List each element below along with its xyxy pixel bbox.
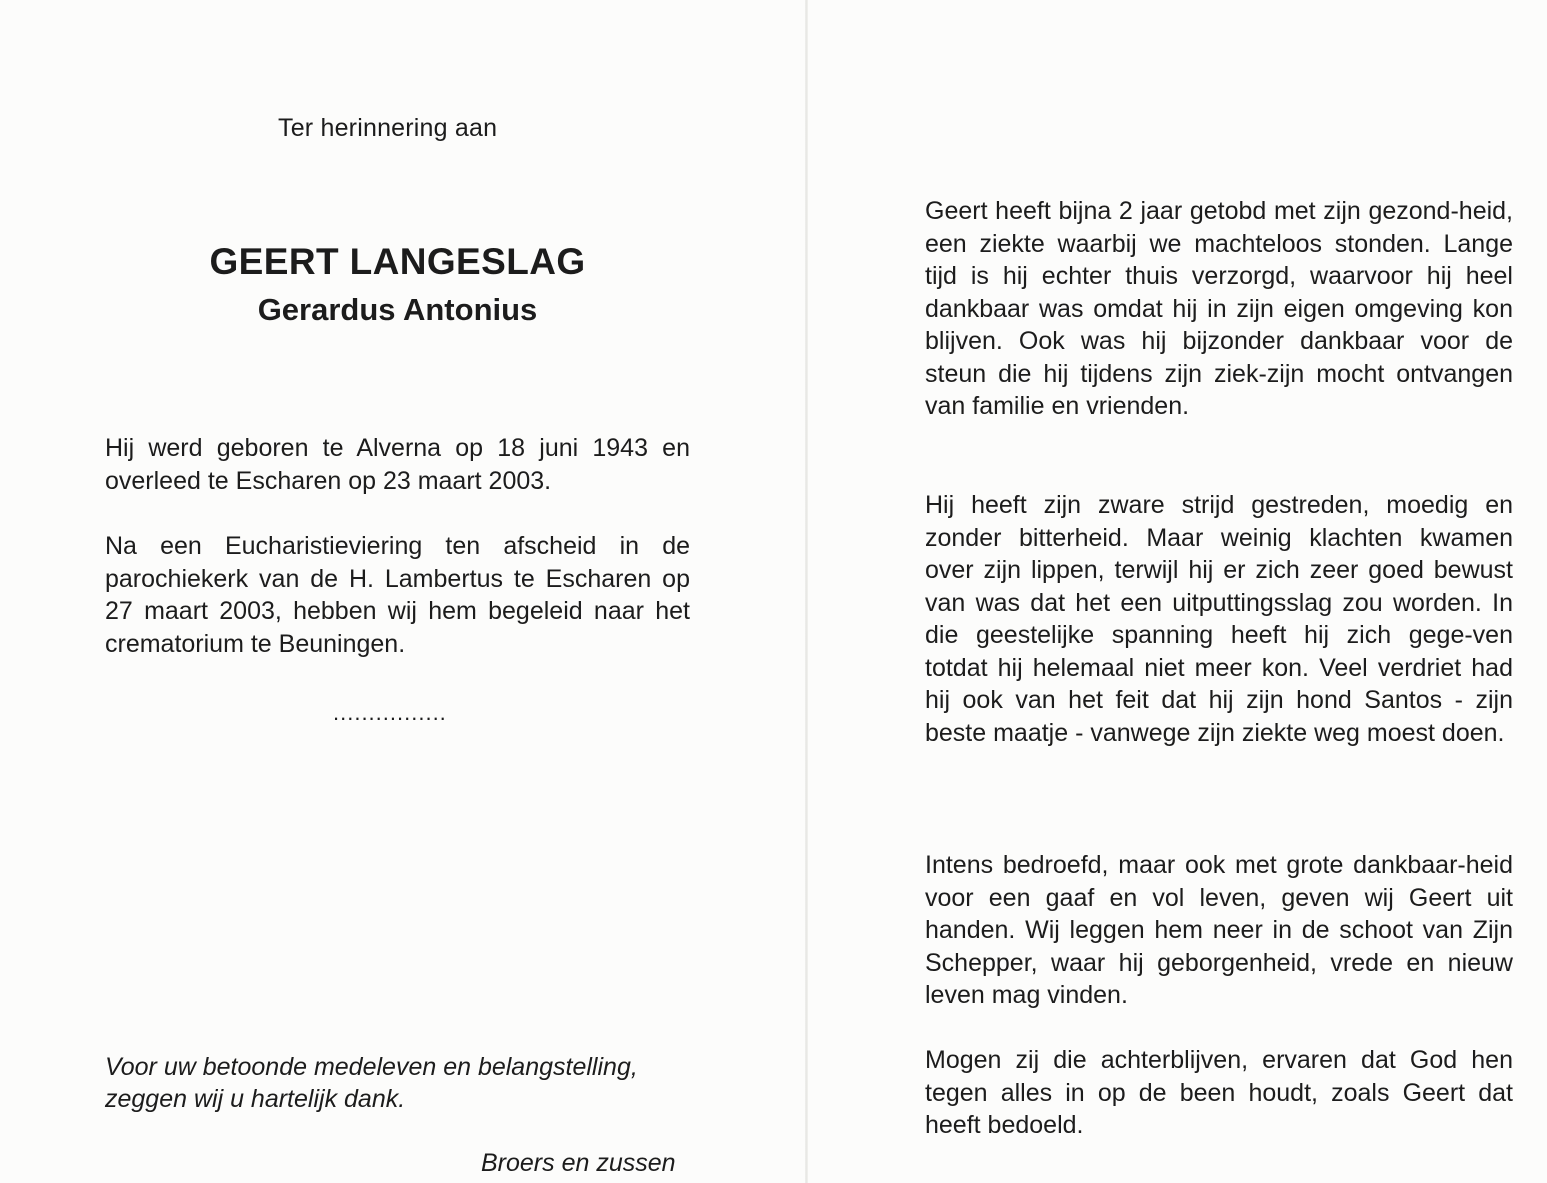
thanks-line-1: Voor uw betoonde medeleven en belangstelling, [105, 1053, 638, 1081]
thanks-line-2: zeggen wij u hartelijk dank. [105, 1085, 406, 1113]
text-paragraph-1: Geert heeft bijna 2 jaar getobd met zijn gezond-heid, een ziekte waarbij we machteloos stonden. Lange tijd is hij echter thuis verzorgd, waarvoor hij heel dankbaar was omdat hij in zijn eigen omgeving kon blijven. Ook was hij bijzonder dankbaar voor de steun die hij tijdens zijn ziek-zijn mocht ontvangen van familie en vrienden. [925, 197, 1513, 420]
funeral-paragraph: Na een Eucharistieviering ten afscheid in de parochiekerk van de H. Lambertus te Escharen op 27 maart 2003, hebben wij hem begeleid naar het crematorium te Beuningen. [105, 532, 690, 658]
birth-death-paragraph: Hij werd geboren te Alverna op 18 juni 1943 en overleed te Escharen op 23 maart 2003. [105, 434, 690, 495]
thanks-note [105, 1051, 695, 1115]
deceased-name: GEERT LANGESLAG [209, 241, 586, 282]
given-names: Gerardus Antonius [257, 292, 538, 327]
text-paragraph-3: Intens bedroefd, maar ook met grote dankbaar-heid voor een gaaf en vol leven, geven wij Geert uit handen. Wij leggen hem neer in de schoot van Zijn Schepper, waar hij geborgenheid, vrede en nieuw leven mag vinden. [925, 851, 1513, 1009]
right-page [808, 0, 1547, 1183]
text-paragraph-4: Mogen zij die achterblijven, ervaren dat God hen tegen alles in op de been houdt, zoals Geert dat heeft bedoeld. [925, 1046, 1513, 1139]
separator-dots: ................ [333, 700, 447, 725]
intro-text: Ter herinnering aan [278, 114, 498, 142]
signature: Broers en zussen [481, 1149, 676, 1177]
text-paragraph-2: Hij heeft zijn zware strijd gestreden, moedig en zonder bitterheid. Maar weinig klachten kwamen over zijn lippen, terwijl hij er zich zeer goed bewust van was dat het een uitputtingsslag zou worden. In die geestelijke spanning heeft hij zich gege-ven totdat hij helemaal niet meer kon. Veel verdriet had hij ook van het feit dat hij zijn hond Santos - zijn beste maatje - vanwege zijn ziekte weg moest doen. [925, 491, 1513, 747]
